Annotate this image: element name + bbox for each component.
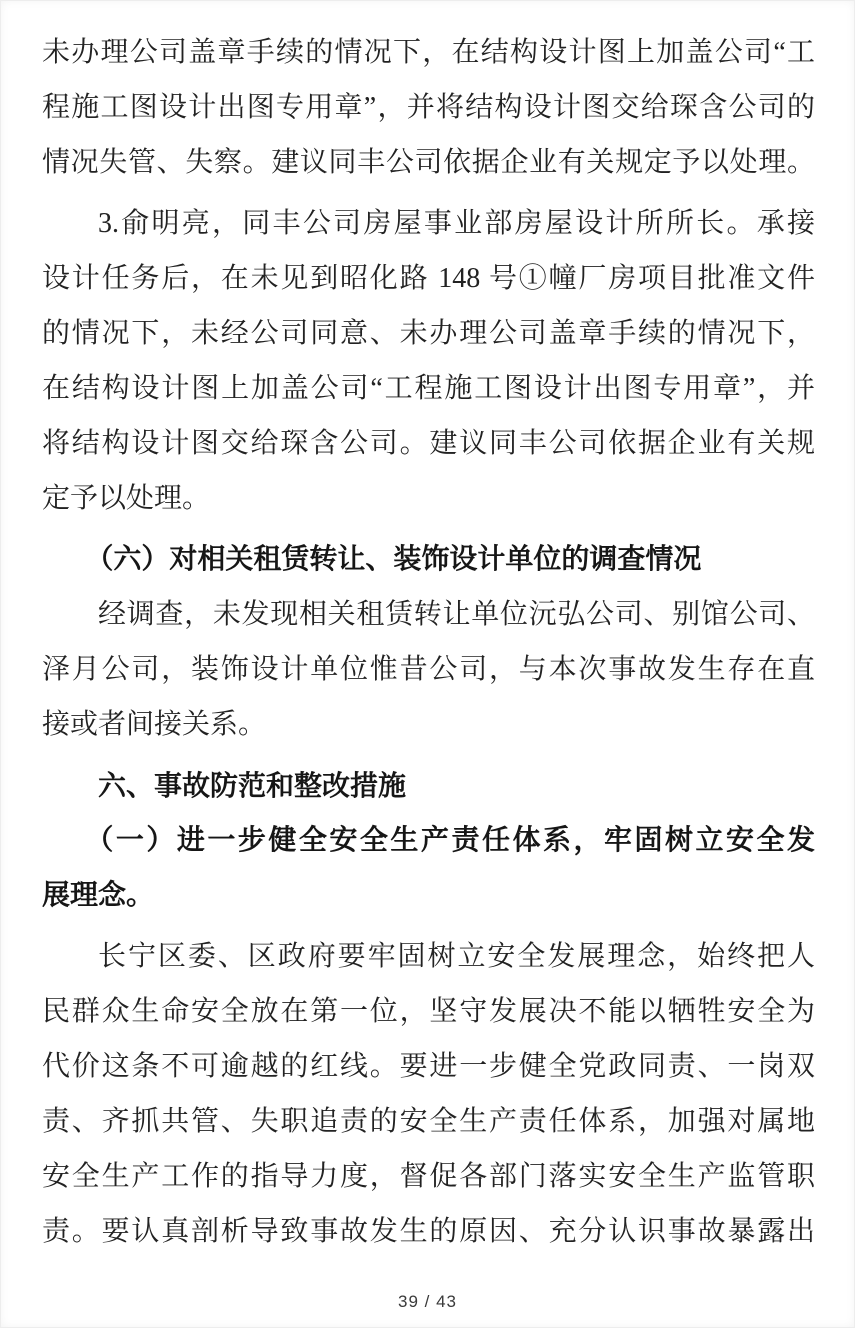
text-line: （六）对相关租赁转让、装饰设计单位的调查情况 xyxy=(85,544,702,575)
page-number-indicator: 39 / 43 xyxy=(398,1292,457,1311)
text-line: 未办理公司盖章手续的情况下，在结构设计图上加盖公司“工 xyxy=(42,37,815,68)
text-line: 3.俞明亮，同丰公司房屋事业部房屋设计所所长。承接 xyxy=(98,208,815,239)
text-line: 泽月公司，装饰设计单位惟昔公司，与本次事故发生存在直 xyxy=(42,654,815,685)
text-line: 定予以处理。 xyxy=(42,483,211,514)
text-line: 安全生产工作的指导力度，督促各部门落实安全生产监管职 xyxy=(42,1161,815,1192)
text-line: 情况失管、失察。建议同丰公司依据企业有关规定予以处理。 xyxy=(42,147,815,178)
text-line: （一）进一步健全安全生产责任体系，牢固树立安全发 xyxy=(85,825,815,856)
text-line: 将结构设计图交给琛含公司。建议同丰公司依据企业有关规 xyxy=(42,428,815,459)
text-line: 代价这条不可逾越的红线。要进一步健全党政同责、一岗双 xyxy=(42,1051,815,1082)
text-line: 经调查，未发现相关租赁转让单位沅弘公司、别馆公司、 xyxy=(98,599,815,630)
text-line: 六、事故防范和整改措施 xyxy=(98,770,407,801)
text-line: 展理念。 xyxy=(42,880,155,911)
document-lines xyxy=(42,25,815,1259)
text-line: 长宁区委、区政府要牢固树立安全发展理念，始终把人 xyxy=(98,941,815,972)
text-line: 在结构设计图上加盖公司“工程施工图设计出图专用章”，并 xyxy=(42,373,815,404)
text-line: 民群众生命安全放在第一位，坚守发展决不能以牺牲安全为 xyxy=(42,996,815,1027)
text-line: 的情况下，未经公司同意、未办理公司盖章手续的情况下， xyxy=(42,318,815,349)
text-line: 责。要认真剖析导致事故发生的原因、充分认识事故暴露出 xyxy=(42,1216,815,1247)
text-line: 责、齐抓共管、失职追责的安全生产责任体系，加强对属地 xyxy=(42,1106,815,1137)
text-line: 设计任务后，在未见到昭化路 148 号①幢厂房项目批准文件 xyxy=(42,263,815,294)
text-line: 接或者间接关系。 xyxy=(42,709,267,740)
text-line: 程施工图设计出图专用章”，并将结构设计图交给琛含公司的 xyxy=(42,92,815,123)
